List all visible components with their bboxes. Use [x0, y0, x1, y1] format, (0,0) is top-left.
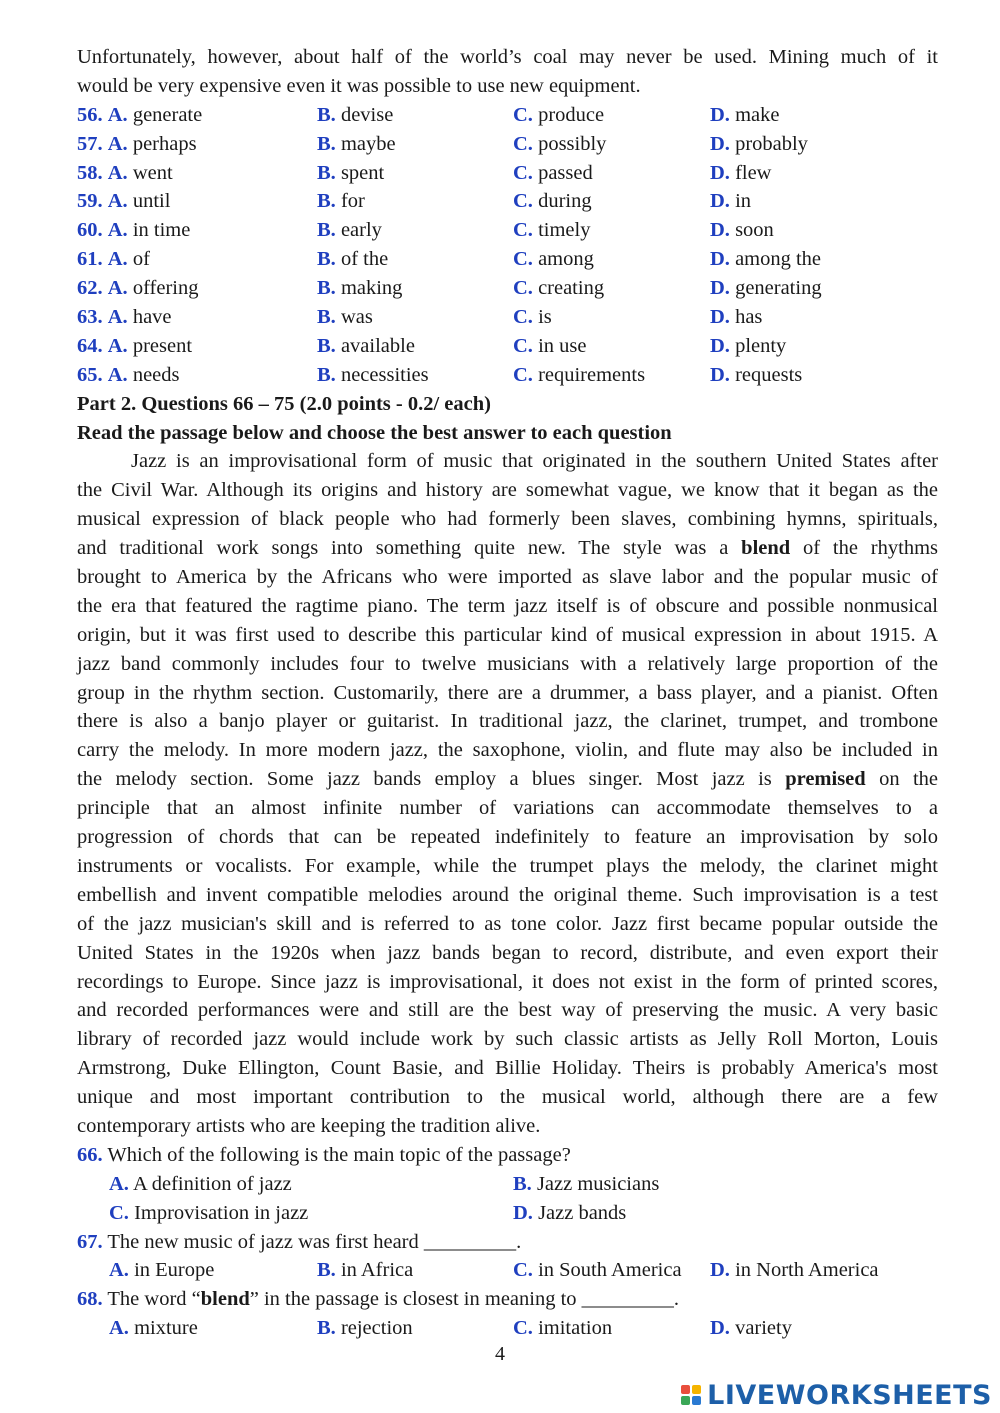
option-letter: B. — [317, 132, 336, 155]
option-b[interactable]: B. rejection — [317, 1317, 413, 1340]
passage-line: musical expression of black people who had formerly been slaves, combining hymns, spirituals, — [77, 508, 938, 531]
option-b[interactable] — [317, 361, 429, 390]
option-b[interactable] — [317, 130, 396, 159]
passage-text: and traditional work songs into something quite new. The style was a — [77, 537, 729, 560]
passage-line: library of recorded jazz would include work by such classic artists as Jelly Roll Morton, Louis — [77, 1028, 938, 1051]
option-text: went — [132, 161, 173, 184]
option-text: generating — [735, 277, 822, 300]
punctuation: . — [673, 1288, 680, 1311]
passage-line: progression of chords that can be repeated indefinitely to feature an improvisation by solo — [77, 826, 938, 849]
option-text: among — [538, 248, 594, 271]
option-letter: B. — [317, 103, 336, 126]
question-row — [77, 274, 938, 303]
part1-question-list — [77, 101, 938, 390]
passage-line — [77, 765, 938, 794]
option-d[interactable] — [710, 303, 762, 332]
passage-text: on the — [879, 768, 939, 791]
question-number: 56. — [77, 103, 103, 126]
question-row — [77, 332, 938, 361]
option-text: was — [340, 306, 373, 329]
keyword-blend: blend — [200, 1288, 250, 1311]
option-a[interactable] — [77, 332, 192, 361]
keyword-premised: premised — [785, 768, 866, 791]
option-d[interactable] — [710, 274, 822, 303]
option-text: in time — [132, 219, 191, 242]
question-row — [77, 159, 938, 188]
option-text: present — [132, 334, 193, 357]
worksheet-page — [77, 43, 938, 1343]
option-a[interactable] — [77, 130, 197, 159]
passage-line: the Civil War. Although its origins and history are somewhat vague, we know that it began as the — [77, 479, 938, 502]
question-68 — [77, 1285, 938, 1314]
passage-line: unique and most important contribution to the musical world, although there are a few — [77, 1086, 938, 1109]
option-d[interactable] — [710, 187, 751, 216]
option-text: plenty — [735, 334, 787, 357]
option-a[interactable] — [77, 303, 172, 332]
answer-blank[interactable]: _________ — [581, 1288, 674, 1311]
question-66-options-row2 — [77, 1199, 938, 1228]
option-a[interactable] — [77, 187, 170, 216]
option-a[interactable] — [77, 159, 173, 188]
option-b[interactable] — [317, 101, 393, 130]
passage-line: jazz band commonly includes four to twelve musicians with a relatively large proportion of the — [77, 652, 938, 675]
question-number: 66. — [77, 1143, 103, 1166]
question-row — [77, 303, 938, 332]
question-text: The new music of jazz was first heard — [107, 1230, 419, 1253]
option-text: requirements — [538, 363, 646, 386]
option-text: of — [132, 248, 150, 271]
option-c[interactable] — [513, 274, 604, 303]
intro-line: Unfortunately, however, about half of the world’s coal may never be used. Mining much of it — [77, 46, 938, 68]
passage-line — [77, 534, 938, 563]
question-number: 63. — [77, 306, 103, 329]
option-b[interactable] — [317, 274, 402, 303]
option-letter: C. — [513, 219, 533, 242]
option-letter: B. — [317, 190, 336, 213]
option-text: has — [735, 306, 763, 329]
passage-line: carry the melody. In more modern jazz, the saxophone, violin, and flute may also be included in — [77, 739, 938, 762]
option-text: make — [735, 103, 780, 126]
option-text: timely — [538, 219, 591, 242]
option-letter: D. — [710, 132, 730, 155]
option-text: maybe — [340, 132, 396, 155]
option-letter: B. — [317, 306, 336, 329]
option-b[interactable] — [317, 245, 388, 274]
option-letter: B. — [317, 219, 336, 242]
option-text: offering — [132, 277, 199, 300]
option-b[interactable] — [317, 159, 384, 188]
question-67 — [77, 1228, 938, 1257]
option-letter: B. — [317, 248, 336, 271]
passage-line: United States in the 1920s when jazz bands began to record, distribute, and even export their — [77, 941, 938, 964]
passage-line: Armstrong, Duke Ellington, Count Basie, and Billie Holiday. Theirs is probably America's most — [77, 1057, 938, 1080]
part2-instruction: Read the passage below and choose the best answer to each question — [77, 421, 672, 444]
question-number: 65. — [77, 363, 103, 386]
option-b[interactable] — [317, 303, 373, 332]
question-number: 67. — [77, 1230, 103, 1253]
punctuation: . — [516, 1230, 522, 1253]
option-c[interactable]: C. imitation — [513, 1317, 613, 1340]
option-text: is — [538, 306, 552, 329]
option-c[interactable] — [513, 303, 552, 332]
option-letter: C. — [513, 363, 533, 386]
option-text: passed — [538, 161, 593, 184]
passage-line: origin, but it was first used to describe this particular kind of musical expression in about 1915. A — [77, 623, 938, 646]
option-letter: D. — [710, 277, 730, 300]
option-text: spent — [340, 161, 385, 184]
option-letter: A. — [107, 219, 128, 242]
option-letter: A. — [107, 132, 128, 155]
option-letter: D. — [710, 334, 730, 357]
passage-line: instruments or vocalists. For example, while the trumpet plays the melody, the clarinet might — [77, 854, 938, 877]
option-letter: D. — [710, 248, 730, 271]
question-number: 68. — [77, 1288, 103, 1311]
option-a[interactable]: A. in Europe — [109, 1259, 215, 1282]
option-text: possibly — [538, 132, 607, 155]
question-number: 58. — [77, 161, 103, 184]
option-a[interactable] — [77, 245, 150, 274]
option-letter: D. — [710, 306, 730, 329]
passage-line: there is also a banjo player or guitarist. In traditional jazz, the clarinet, trumpet, and trombone — [77, 710, 938, 733]
option-letter: C. — [513, 161, 533, 184]
passage-line: contemporary artists who are keeping the tradition alive. — [77, 1114, 541, 1137]
option-b[interactable] — [317, 187, 365, 216]
passage-line: principle that an almost infinite number of variations can accommodate themselves to a — [77, 797, 938, 820]
option-letter: B. — [317, 161, 336, 184]
option-d[interactable]: D. variety — [710, 1317, 792, 1340]
part2-heading: Part 2. Questions 66 – 75 (2.0 points - 0.2/ each) — [77, 392, 491, 415]
answer-blank[interactable]: _________ — [423, 1230, 517, 1253]
option-letter: B. — [317, 277, 336, 300]
option-d[interactable] — [710, 245, 821, 274]
question-number: 59. — [77, 190, 103, 213]
option-text: needs — [132, 363, 180, 386]
option-a[interactable]: A. mixture — [109, 1317, 198, 1340]
option-letter: A. — [107, 103, 128, 126]
option-letter: A. — [107, 363, 128, 386]
option-letter: D. — [710, 103, 730, 126]
option-letter: C. — [513, 190, 533, 213]
reading-passage — [77, 447, 938, 1140]
option-text: among the — [735, 248, 822, 271]
passage-line: brought to America by the Africans who were imported as slave labor and the popular music of — [77, 566, 938, 589]
question-row — [77, 130, 938, 159]
question-number: 60. — [77, 219, 103, 242]
option-text: available — [340, 334, 415, 357]
passage-text: of the rhythms — [803, 537, 939, 560]
option-c[interactable] — [513, 130, 606, 159]
question-row — [77, 245, 938, 274]
option-d[interactable] — [710, 130, 808, 159]
option-d[interactable] — [710, 332, 786, 361]
question-number: 62. — [77, 277, 103, 300]
option-letter: C. — [513, 277, 533, 300]
option-letter: C. — [513, 132, 533, 155]
question-row — [77, 187, 938, 216]
option-c[interactable] — [513, 216, 590, 245]
option-text: until — [132, 190, 171, 213]
option-text: flew — [735, 161, 772, 184]
keyword-blend: blend — [741, 537, 791, 560]
option-b[interactable]: B. in Africa — [317, 1259, 414, 1282]
option-letter: C. — [513, 306, 533, 329]
question-text: ” in the passage is closest in meaning to — [249, 1288, 577, 1311]
logo-text: LIVEWORKSHEETS — [707, 1379, 992, 1411]
question-number: 64. — [77, 334, 103, 357]
question-66-options-row1 — [77, 1170, 938, 1199]
question-number: 57. — [77, 132, 103, 155]
option-text: in — [735, 190, 752, 213]
option-b[interactable] — [317, 332, 415, 361]
option-text: probably — [735, 132, 808, 155]
passage-line: Jazz is an improvisational form of music that originated in the southern United States after — [131, 450, 938, 473]
passage-line: the era that featured the ragtime piano. The term jazz itself is of obscure and possible nonmusical — [77, 594, 938, 617]
passage-text: the melody section. Some jazz bands employ a blues singer. Most jazz is — [77, 768, 772, 791]
option-letter: B. — [317, 363, 336, 386]
option-a[interactable] — [77, 361, 180, 390]
option-text: requests — [735, 363, 803, 386]
passage-line: group in the rhythm section. Customarily, there are a drummer, a bass player, and a pianist. Often — [77, 681, 938, 704]
option-d[interactable]: D. Jazz bands — [513, 1201, 627, 1224]
passage-line: recordings to Europe. Since jazz is improvisational, it does not exist in the form of printed scores, — [77, 970, 938, 993]
option-text: have — [132, 306, 172, 329]
option-text: early — [340, 219, 382, 242]
option-letter: D. — [710, 363, 730, 386]
option-letter: C. — [513, 248, 533, 271]
option-letter: A. — [107, 248, 128, 271]
option-text: making — [340, 277, 403, 300]
option-text: in use — [538, 334, 587, 357]
question-row — [77, 101, 938, 130]
question-text: The word “ — [107, 1288, 201, 1311]
option-letter: A. — [107, 161, 128, 184]
logo-grid-icon — [681, 1385, 701, 1405]
option-b[interactable] — [317, 216, 382, 245]
option-d[interactable] — [710, 159, 772, 188]
option-c[interactable]: C. in South America — [513, 1259, 682, 1282]
option-letter: A. — [107, 277, 128, 300]
passage-line: of the jazz musician's skill and is referred to as tone color. Jazz first became popular outside the — [77, 912, 938, 935]
option-text: creating — [538, 277, 605, 300]
question-text: Which of the following is the main topic of the passage? — [107, 1143, 571, 1166]
option-letter: D. — [710, 161, 730, 184]
option-letter: A. — [107, 190, 128, 213]
option-d[interactable] — [710, 101, 779, 130]
question-row — [77, 216, 938, 245]
option-letter: A. — [107, 334, 128, 357]
option-letter: C. — [513, 334, 533, 357]
option-letter: D. — [710, 190, 730, 213]
question-68-options — [77, 1314, 938, 1343]
option-c[interactable] — [513, 361, 645, 390]
question-number: 61. — [77, 248, 103, 271]
option-letter: A. — [107, 306, 128, 329]
option-c[interactable] — [513, 187, 592, 216]
intro-line: would be very expensive even it was possible to use new equipment. — [77, 74, 641, 97]
option-d[interactable] — [710, 216, 774, 245]
option-b[interactable]: B. Jazz musicians — [513, 1172, 660, 1195]
option-c[interactable] — [513, 245, 594, 274]
option-text: necessities — [340, 363, 429, 386]
option-c[interactable] — [513, 332, 586, 361]
option-a[interactable] — [77, 274, 198, 303]
option-a[interactable] — [77, 216, 190, 245]
option-c[interactable]: C. Improvisation in jazz — [109, 1201, 309, 1224]
option-c[interactable] — [513, 159, 593, 188]
option-letter: B. — [317, 334, 336, 357]
option-letter: D. — [710, 219, 730, 242]
option-c[interactable] — [513, 101, 604, 130]
option-text: produce — [538, 103, 605, 126]
option-text: devise — [340, 103, 394, 126]
option-a[interactable] — [77, 101, 202, 130]
option-letter: C. — [513, 103, 533, 126]
option-text: soon — [735, 219, 774, 242]
option-text: of the — [340, 248, 389, 271]
liveworksheets-logo — [681, 1380, 992, 1410]
question-row — [77, 361, 938, 390]
option-d[interactable] — [710, 361, 802, 390]
question-66 — [77, 1141, 938, 1170]
question-67-options — [77, 1256, 938, 1285]
option-d[interactable]: D. in North America — [710, 1259, 879, 1282]
page-number: 4 — [495, 1343, 505, 1365]
option-a[interactable]: A. A definition of jazz — [109, 1172, 292, 1195]
option-text: for — [340, 190, 365, 213]
passage-line: embellish and invent compatible melodies around the original theme. Such improvisation is a test — [77, 883, 938, 906]
option-text: during — [538, 190, 592, 213]
passage-line: and recorded performances were and still are the best way of preserving the music. A very basic — [77, 999, 938, 1022]
option-text: perhaps — [132, 132, 197, 155]
option-text: generate — [132, 103, 203, 126]
